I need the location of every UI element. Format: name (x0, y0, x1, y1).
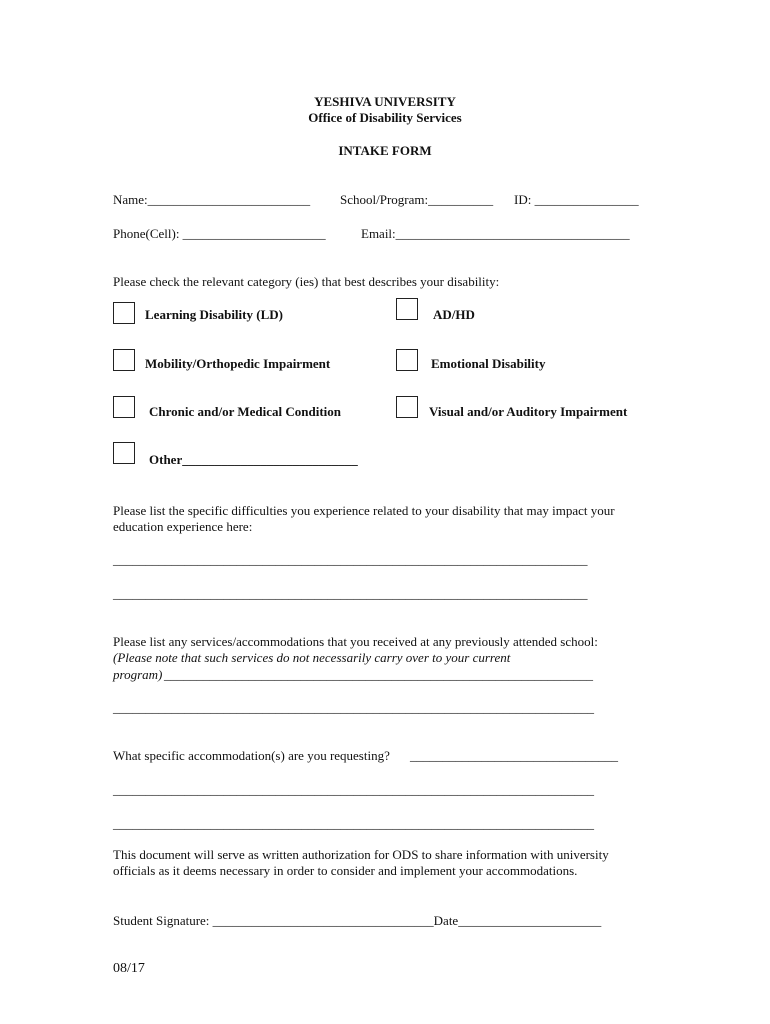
requesting-inline-blank[interactable]: ________________________________ (410, 748, 618, 763)
requesting-prompt: What specific accommodation(s) are you requesting? (113, 748, 390, 763)
other-checkbox[interactable] (113, 442, 135, 464)
chronic-label: Chronic and/or Medical Condition (149, 404, 342, 419)
chronic-checkbox[interactable] (113, 396, 135, 418)
emotional-checkbox[interactable] (396, 349, 418, 371)
services-note-line: (Please note that such services do not necessarily carry over to your current (113, 650, 511, 665)
services-blank-line[interactable]: __________________________________________________________________________ (113, 700, 594, 715)
services-note-program: program) (113, 667, 163, 682)
learning-disability-checkbox[interactable] (113, 302, 135, 324)
services-prompt-line1: Please list any services/accommodations that you received at any previously attended school: (113, 634, 598, 649)
difficulties-blank-line[interactable]: _________________________________________________________________________ (113, 586, 588, 601)
emotional-label: Emotional Disability (431, 356, 546, 371)
adhd-checkbox[interactable] (396, 298, 418, 320)
signature-date-field[interactable]: Student Signature: __________________________________Date______________________ (113, 913, 602, 928)
visual-auditory-checkbox[interactable] (396, 396, 418, 418)
learning-disability-label: Learning Disability (LD) (145, 307, 283, 322)
authorization-line1: This document will serve as written authorization for ODS to share information with university (113, 847, 609, 862)
requesting-blank-line[interactable]: __________________________________________________________________________ (113, 816, 594, 831)
difficulties-prompt-line1: Please list the specific difficulties you experience related to your disability that may impact your (113, 503, 615, 518)
university-name: YESHIVA UNIVERSITY (314, 94, 456, 109)
authorization-line2: officials as it deems necessary in order to consider and implement your accommodations. (113, 863, 578, 878)
name-field[interactable]: Name:_________________________ (113, 192, 311, 207)
email-field[interactable]: Email:____________________________________ (361, 226, 630, 241)
mobility-checkbox[interactable] (113, 349, 135, 371)
office-name: Office of Disability Services (308, 110, 462, 125)
difficulties-blank-line[interactable]: _________________________________________________________________________ (113, 552, 588, 567)
requesting-blank-line[interactable]: __________________________________________________________________________ (113, 782, 594, 797)
difficulties-prompt-line2: education experience here: (113, 519, 253, 534)
category-prompt: Please check the relevant category (ies) that best describes your disability: (113, 274, 500, 289)
mobility-label: Mobility/Orthopedic Impairment (145, 356, 331, 371)
form-version: 08/17 (113, 961, 145, 976)
phone-field[interactable]: Phone(Cell): ______________________ (113, 226, 326, 241)
adhd-label: AD/HD (433, 307, 475, 322)
other-label[interactable]: Other___________________________ (149, 452, 358, 467)
visual-auditory-label: Visual and/or Auditory Impairment (429, 404, 628, 419)
school-program-field[interactable]: School/Program:__________ (340, 192, 494, 207)
id-field[interactable]: ID: ________________ (514, 192, 639, 207)
form-title: INTAKE FORM (338, 143, 432, 158)
services-inline-blank[interactable]: __________________________________________________________________ (164, 667, 593, 682)
